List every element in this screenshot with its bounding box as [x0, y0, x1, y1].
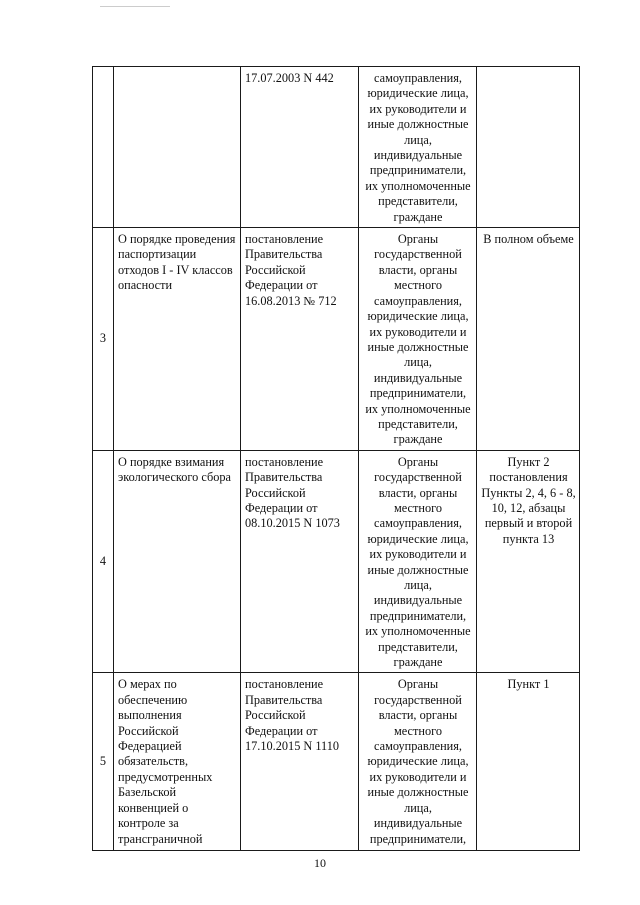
- act-name: О мерах по обеспечению выполнения Российской Федерацией обязательств, предусмотренных Базельской конвенцией о контроле за трансграничной: [114, 673, 241, 851]
- application-scope: Пункт 2 постановления Пункты 2, 4, 6 - 8, 10, 12, абзацы первый и второй пункта 13: [477, 450, 580, 673]
- affected-subjects: Органы государственной власти, органы местного самоуправления, юридические лица, их руководители и иные должностные лица, индивидуальные предприниматели, их уполномоченные представители, граждане: [359, 450, 477, 673]
- scan-artifact: [100, 6, 170, 7]
- table-row: [93, 228, 580, 451]
- row-number: [93, 67, 114, 228]
- act-reference: постановление Правительства Российской Федерации от 16.08.2013 № 712: [241, 228, 359, 451]
- row-number: 5: [93, 673, 114, 851]
- table-row: [93, 450, 580, 673]
- affected-subjects: Органы государственной власти, органы местного самоуправления, юридические лица, их руководители и иные должностные лица, индивидуальные предприниматели,: [359, 673, 477, 851]
- act-name: О порядке проведения паспортизации отходов I - IV классов опасности: [114, 228, 241, 451]
- affected-subjects: Органы государственной власти, органы местного самоуправления, юридические лица, их руководители и иные должностные лица, индивидуальные предприниматели, их уполномоченные представители, граждане: [359, 228, 477, 451]
- regulations-table: [92, 66, 580, 851]
- act-reference: 17.07.2003 N 442: [241, 67, 359, 228]
- table-row: [93, 673, 580, 851]
- application-scope: В полном объеме: [477, 228, 580, 451]
- table-row: [93, 67, 580, 228]
- affected-subjects: самоуправления, юридические лица, их руководители и иные должностные лица, индивидуальные предприниматели, их уполномоченные представители, граждане: [359, 67, 477, 228]
- application-scope: [477, 67, 580, 228]
- row-number: 4: [93, 450, 114, 673]
- application-scope: Пункт 1: [477, 673, 580, 851]
- act-name: [114, 67, 241, 228]
- row-number: 3: [93, 228, 114, 451]
- act-reference: постановление Правительства Российской Федерации от 08.10.2015 N 1073: [241, 450, 359, 673]
- act-name: О порядке взимания экологического сбора: [114, 450, 241, 673]
- page-number: 10: [314, 856, 326, 870]
- act-reference: постановление Правительства Российской Федерации от 17.10.2015 N 1110: [241, 673, 359, 851]
